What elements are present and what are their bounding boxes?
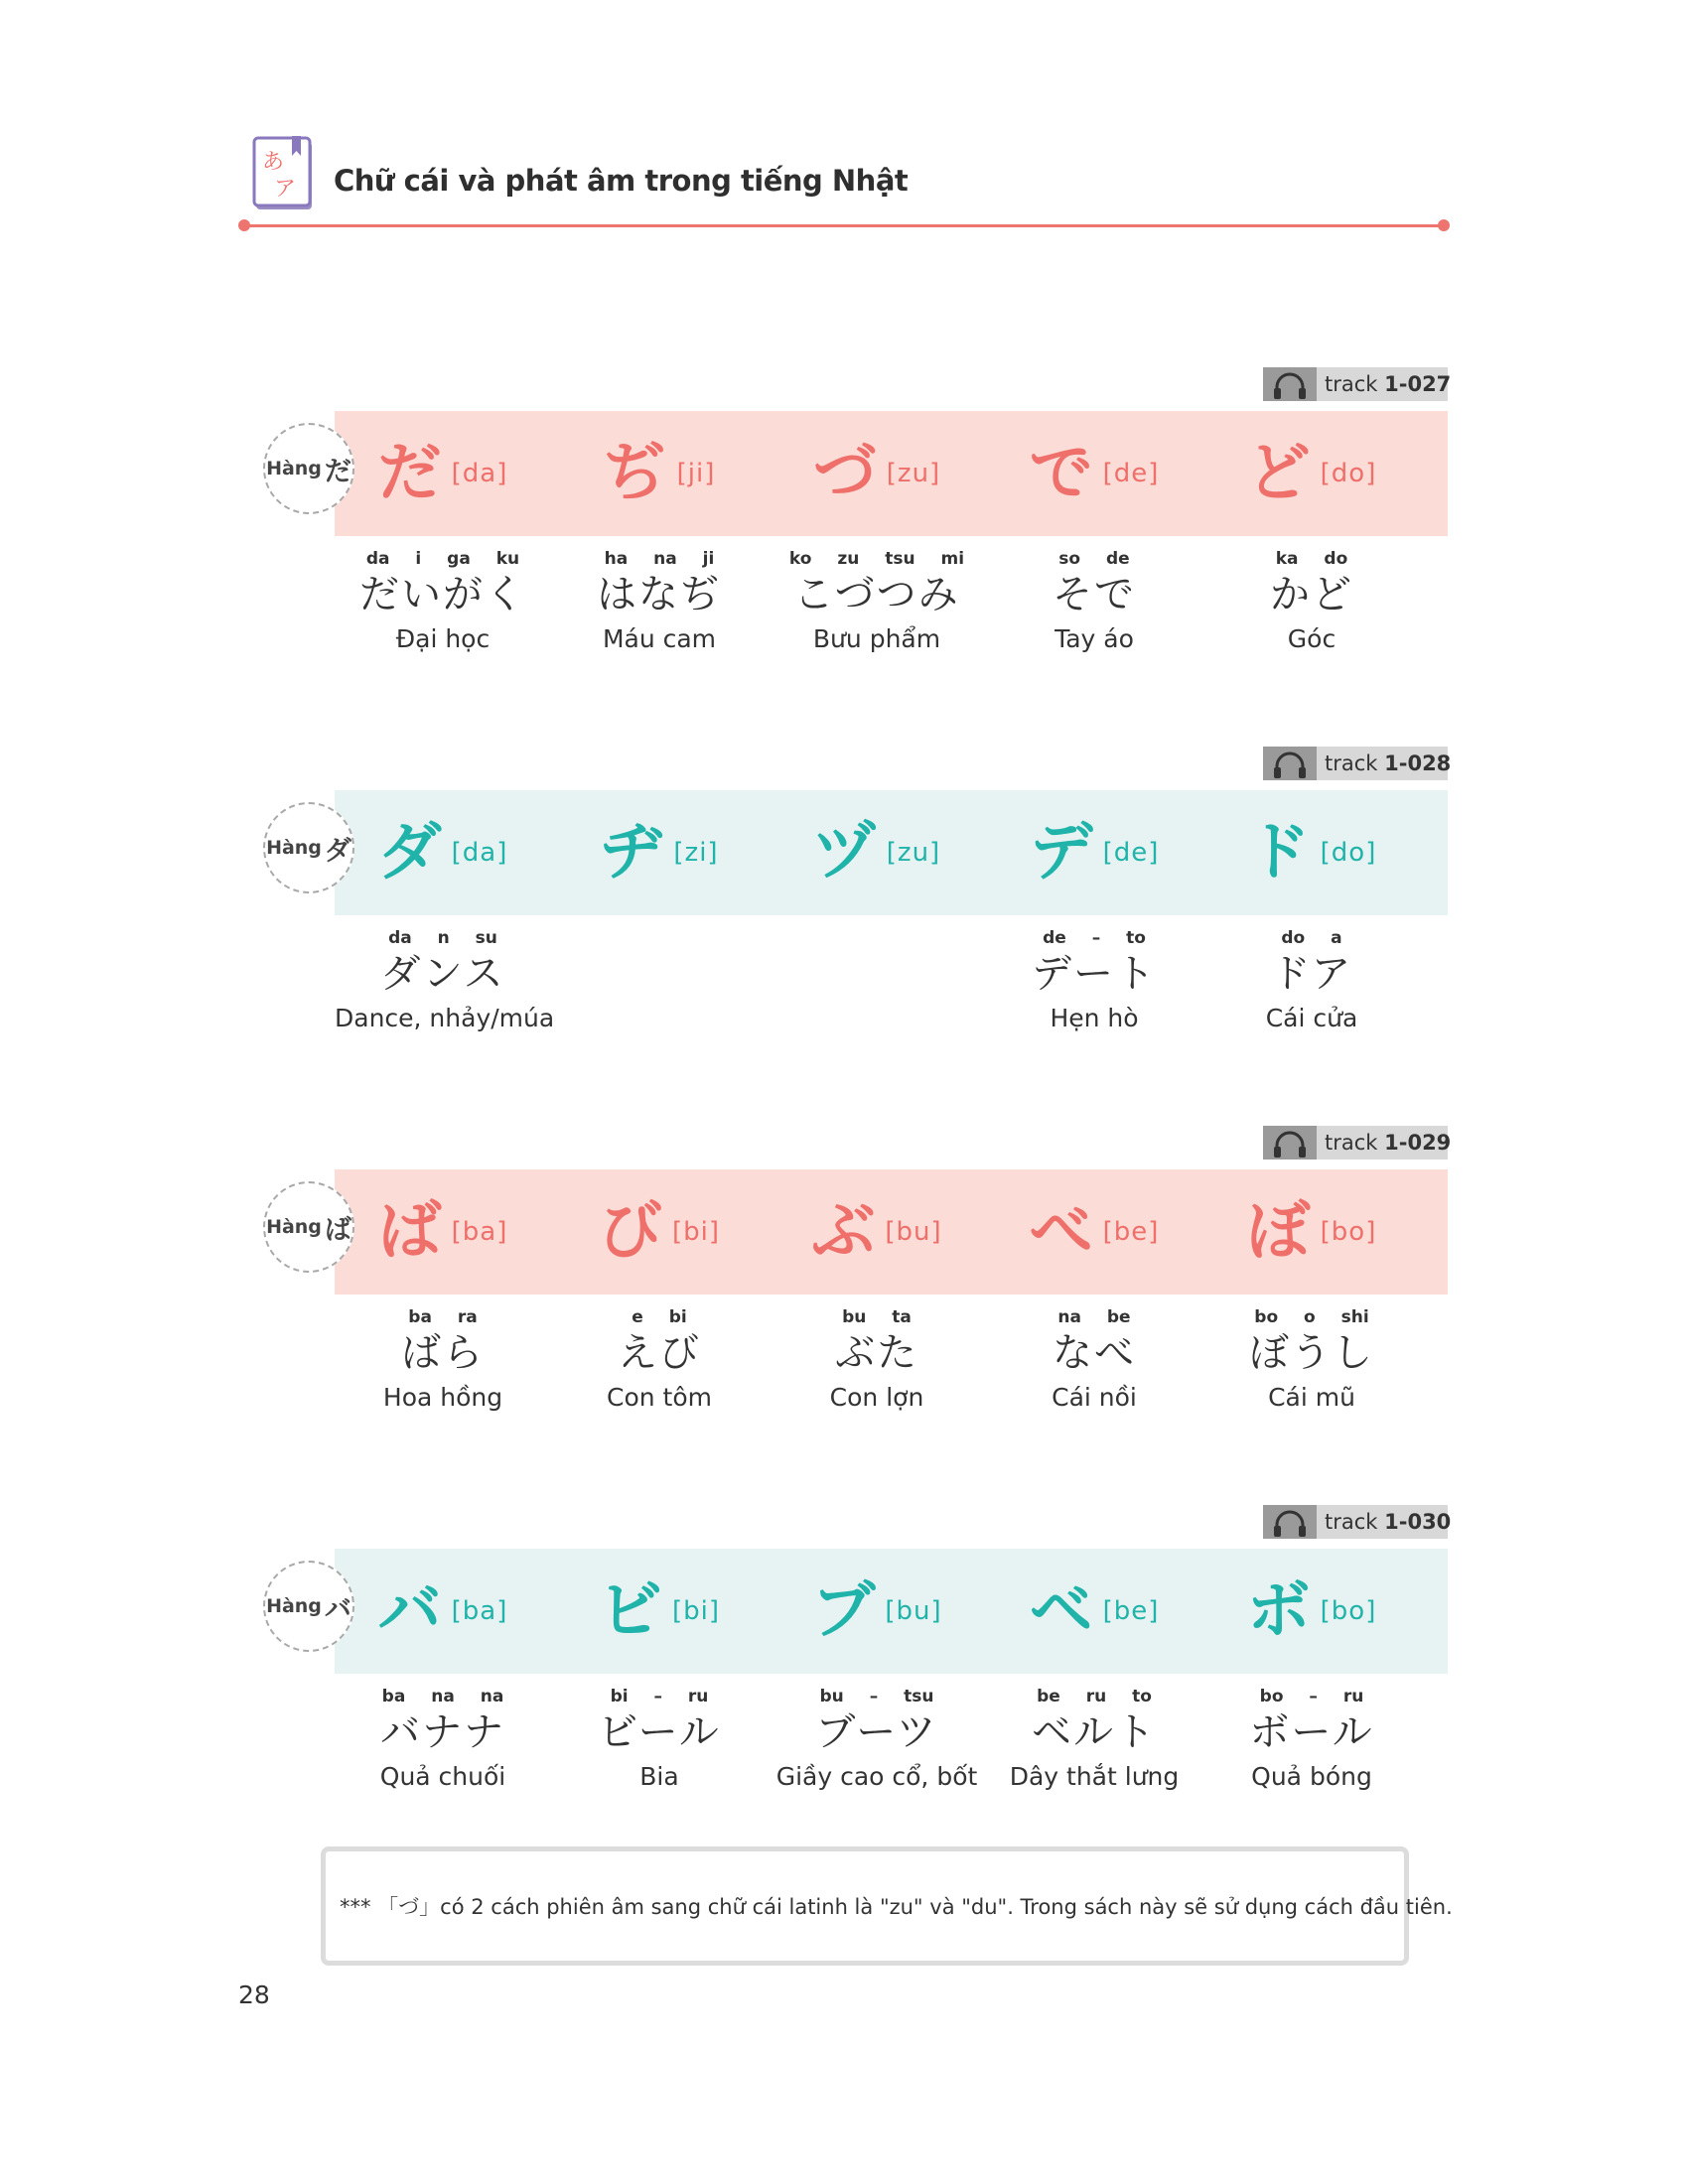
kana-character: デ [1029,816,1093,889]
word-meaning: Hoa hồng [382,1383,503,1412]
example-word [1203,549,1420,653]
kana-section [263,1505,1455,1833]
kana-romaji: [zu] [886,838,941,868]
header-divider-dot-right [1438,219,1450,231]
track-number: 1-029 [1384,1131,1452,1155]
word-kana: ばら [401,1330,485,1376]
word-meaning: Cái mũ [1268,1383,1355,1412]
kana-character: ビ [598,1574,662,1648]
example-word [769,928,985,956]
kana-character: ぢ [603,437,667,510]
word-reading: da n su [388,928,497,948]
word-meaning: Hẹn hò [1050,1004,1139,1032]
kana-cell [551,790,768,915]
word-kana: デート [1032,951,1157,997]
row-label-word: Hàng [266,837,322,859]
example-word [769,1307,985,1412]
track-number: 1-027 [1384,372,1452,396]
word-kana: えび [618,1330,701,1376]
kana-romaji: [zu] [886,459,941,488]
kana-romaji: [bu] [885,1596,942,1626]
book-kana-icon [252,136,318,213]
kana-cell [335,1169,551,1295]
header-divider [244,224,1444,227]
kana-character: ど [1246,437,1311,510]
icon-hiragana-glyph: あ [262,150,285,175]
kana-romaji: [da] [451,838,508,868]
kana-romaji: [be] [1102,1596,1160,1626]
kana-cell [769,1549,985,1674]
page-title: Chữ cái và phát âm trong tiếng Nhật [334,164,909,198]
word-meaning: Dance, nhảy/múa [335,1004,555,1032]
example-word [551,1307,768,1412]
kana-cell [986,790,1202,915]
track-prefix: track [1325,1510,1385,1534]
example-word [335,1307,551,1412]
row-label-word: Hàng [266,1216,322,1238]
kana-romaji: [do] [1320,459,1377,488]
kana-character: ぼ [1246,1195,1311,1269]
word-meaning: Con lợn [829,1383,924,1412]
kana-cell [769,411,985,536]
track-label [1325,751,1451,775]
audio-track-badge[interactable] [1263,747,1452,780]
word-reading: na be [1057,1307,1131,1327]
kana-cell [1203,1549,1420,1674]
example-word [986,1307,1202,1412]
track-number: 1-030 [1384,1510,1452,1534]
kana-character: ブ [811,1574,876,1648]
audio-track-badge[interactable] [1263,367,1452,401]
example-word [1203,928,1420,1032]
kana-cell [769,790,985,915]
kana-romaji: [de] [1102,838,1160,868]
kana-cell [551,1549,768,1674]
page-number: 28 [238,1980,270,2009]
kana-character: べ [1029,1195,1093,1269]
word-meaning: Con tôm [607,1383,712,1412]
kana-romaji: [zi] [673,838,719,868]
track-number: 1-028 [1384,751,1452,775]
kana-romaji: [bi] [671,1217,720,1247]
word-kana: ダンス [380,951,505,997]
word-reading: ko zu tsu mi [788,549,965,569]
kana-romaji: [do] [1320,838,1377,868]
note-text: *** 「づ」có 2 cách phiên âm sang chữ cái latinh là "zu" và "du". Trong sách này sẽ sử dụng cách đầu tiên. [340,1895,1453,1919]
word-reading: da i ga ku [365,549,520,569]
kana-character: ド [1246,816,1311,889]
word-meaning: Góc [1287,624,1336,653]
word-kana: ベルト [1032,1709,1157,1755]
kana-character: バ [377,1574,442,1648]
word-kana: ぶた [835,1330,918,1376]
kana-character: づ [812,437,877,510]
example-word [986,928,1202,1032]
word-reading: ba na na [381,1687,504,1706]
kana-section [263,367,1455,695]
track-label [1325,1131,1451,1155]
word-reading: bo – ru [1259,1687,1364,1706]
word-meaning: Quả chuối [379,1762,506,1791]
headphones-icon [1263,367,1317,401]
word-reading: do a [1281,928,1342,948]
word-reading [551,928,768,950]
kana-romaji: [da] [451,459,508,488]
word-kana: はなぢ [597,572,722,617]
kana-section [263,1126,1455,1453]
word-reading: so de [1058,549,1130,569]
kana-character: ダ [377,816,442,889]
headphones-icon [1263,747,1317,780]
kana-romaji: [ba] [451,1217,508,1247]
example-word [551,549,768,653]
word-reading: bi – ru [610,1687,709,1706]
kana-cell [986,411,1202,536]
kana-romaji: [ba] [451,1596,508,1626]
kana-character: ベ [1029,1574,1093,1648]
word-reading: be ru to [1037,1687,1152,1706]
word-meaning: Cái cửa [1265,1004,1358,1032]
audio-track-badge[interactable] [1263,1505,1452,1539]
word-kana: なべ [1053,1330,1136,1376]
word-reading: ba ra [408,1307,478,1327]
word-reading: bu – tsu [819,1687,934,1706]
kana-romaji: [bu] [885,1217,942,1247]
word-meaning: Đại học [395,624,491,653]
kana-romaji: [bi] [671,1596,720,1626]
example-word [551,928,768,956]
kana-character: ヂ [600,816,664,889]
track-prefix: track [1325,1131,1385,1155]
example-word [769,1687,985,1791]
kana-character: ボ [1246,1574,1311,1648]
row-label-kana: ば [324,1214,352,1246]
page-header [238,132,1450,231]
word-reading: ka do [1275,549,1348,569]
word-reading: ha na ji [604,549,715,569]
kana-romaji: [ji] [676,459,716,488]
kana-character: で [1029,437,1093,510]
kana-cell [551,411,768,536]
track-label [1325,372,1451,396]
kana-character: だ [377,437,442,510]
example-word [986,549,1202,653]
kana-cell [1203,411,1420,536]
kana-cell [551,1169,768,1295]
headphones-icon [1263,1126,1317,1160]
kana-cell [986,1169,1202,1295]
kana-cell [1203,790,1420,915]
kana-character: ヅ [812,816,877,889]
track-prefix: track [1325,751,1385,775]
kana-cell [1203,1169,1420,1295]
word-kana: ドア [1270,951,1353,997]
headphones-icon [1263,1505,1317,1539]
kana-character: ぶ [811,1195,876,1269]
word-reading: e bi [632,1307,687,1327]
kana-cell [986,1549,1202,1674]
kana-romaji: [de] [1102,459,1160,488]
word-kana: そで [1053,572,1136,617]
icon-katakana-glyph: ア [274,177,297,202]
word-reading: bu ta [842,1307,912,1327]
word-kana: ビール [598,1709,721,1755]
note-box [321,1846,1453,1966]
word-meaning: Tay áo [1055,624,1134,653]
word-meaning: Cái nồi [1052,1383,1137,1412]
word-kana: ブーツ [815,1709,938,1755]
word-kana: こづつみ [793,572,960,617]
row-label-word: Hàng [266,458,322,479]
kana-character: び [598,1195,662,1269]
word-kana: だいがく [359,572,526,617]
example-word [335,549,551,653]
kana-cell [335,790,551,915]
word-meaning: Giầy cao cổ, bốt [775,1762,978,1791]
kana-romaji: [be] [1102,1217,1160,1247]
kana-cell [335,411,551,536]
example-word [1203,1687,1420,1791]
example-word [551,1687,768,1791]
kana-section [263,747,1455,1074]
word-reading: bo o shi [1254,1307,1369,1327]
example-word [335,928,555,1032]
word-kana: ぼうし [1249,1330,1374,1376]
word-kana: バナナ [380,1709,505,1755]
row-label-kana: だ [324,456,352,487]
word-reading [769,928,985,950]
word-meaning: Bia [639,1762,679,1791]
word-kana: ボール [1249,1709,1374,1755]
row-label-kana: ダ [324,835,352,867]
word-reading: de – to [1043,928,1146,948]
word-kana: かど [1270,572,1353,617]
example-word [335,1687,551,1791]
audio-track-badge[interactable] [1263,1126,1452,1160]
track-label [1325,1510,1451,1534]
kana-character: ば [377,1195,442,1269]
kana-romaji: [bo] [1320,1217,1377,1247]
header-divider-dot-left [238,219,250,231]
word-meaning: Bưu phẩm [812,624,941,653]
row-label-word: Hàng [266,1595,322,1617]
example-word [986,1687,1202,1791]
example-word [1203,1307,1420,1412]
track-prefix: track [1325,372,1385,396]
word-meaning: Dây thắt lưng [1009,1762,1180,1791]
kana-cell [769,1169,985,1295]
example-word [769,549,985,653]
word-meaning: Máu cam [602,624,717,653]
word-meaning: Quả bóng [1251,1762,1372,1791]
row-label-kana: バ [324,1593,352,1625]
kana-romaji: [bo] [1320,1596,1377,1626]
kana-cell [335,1549,551,1674]
